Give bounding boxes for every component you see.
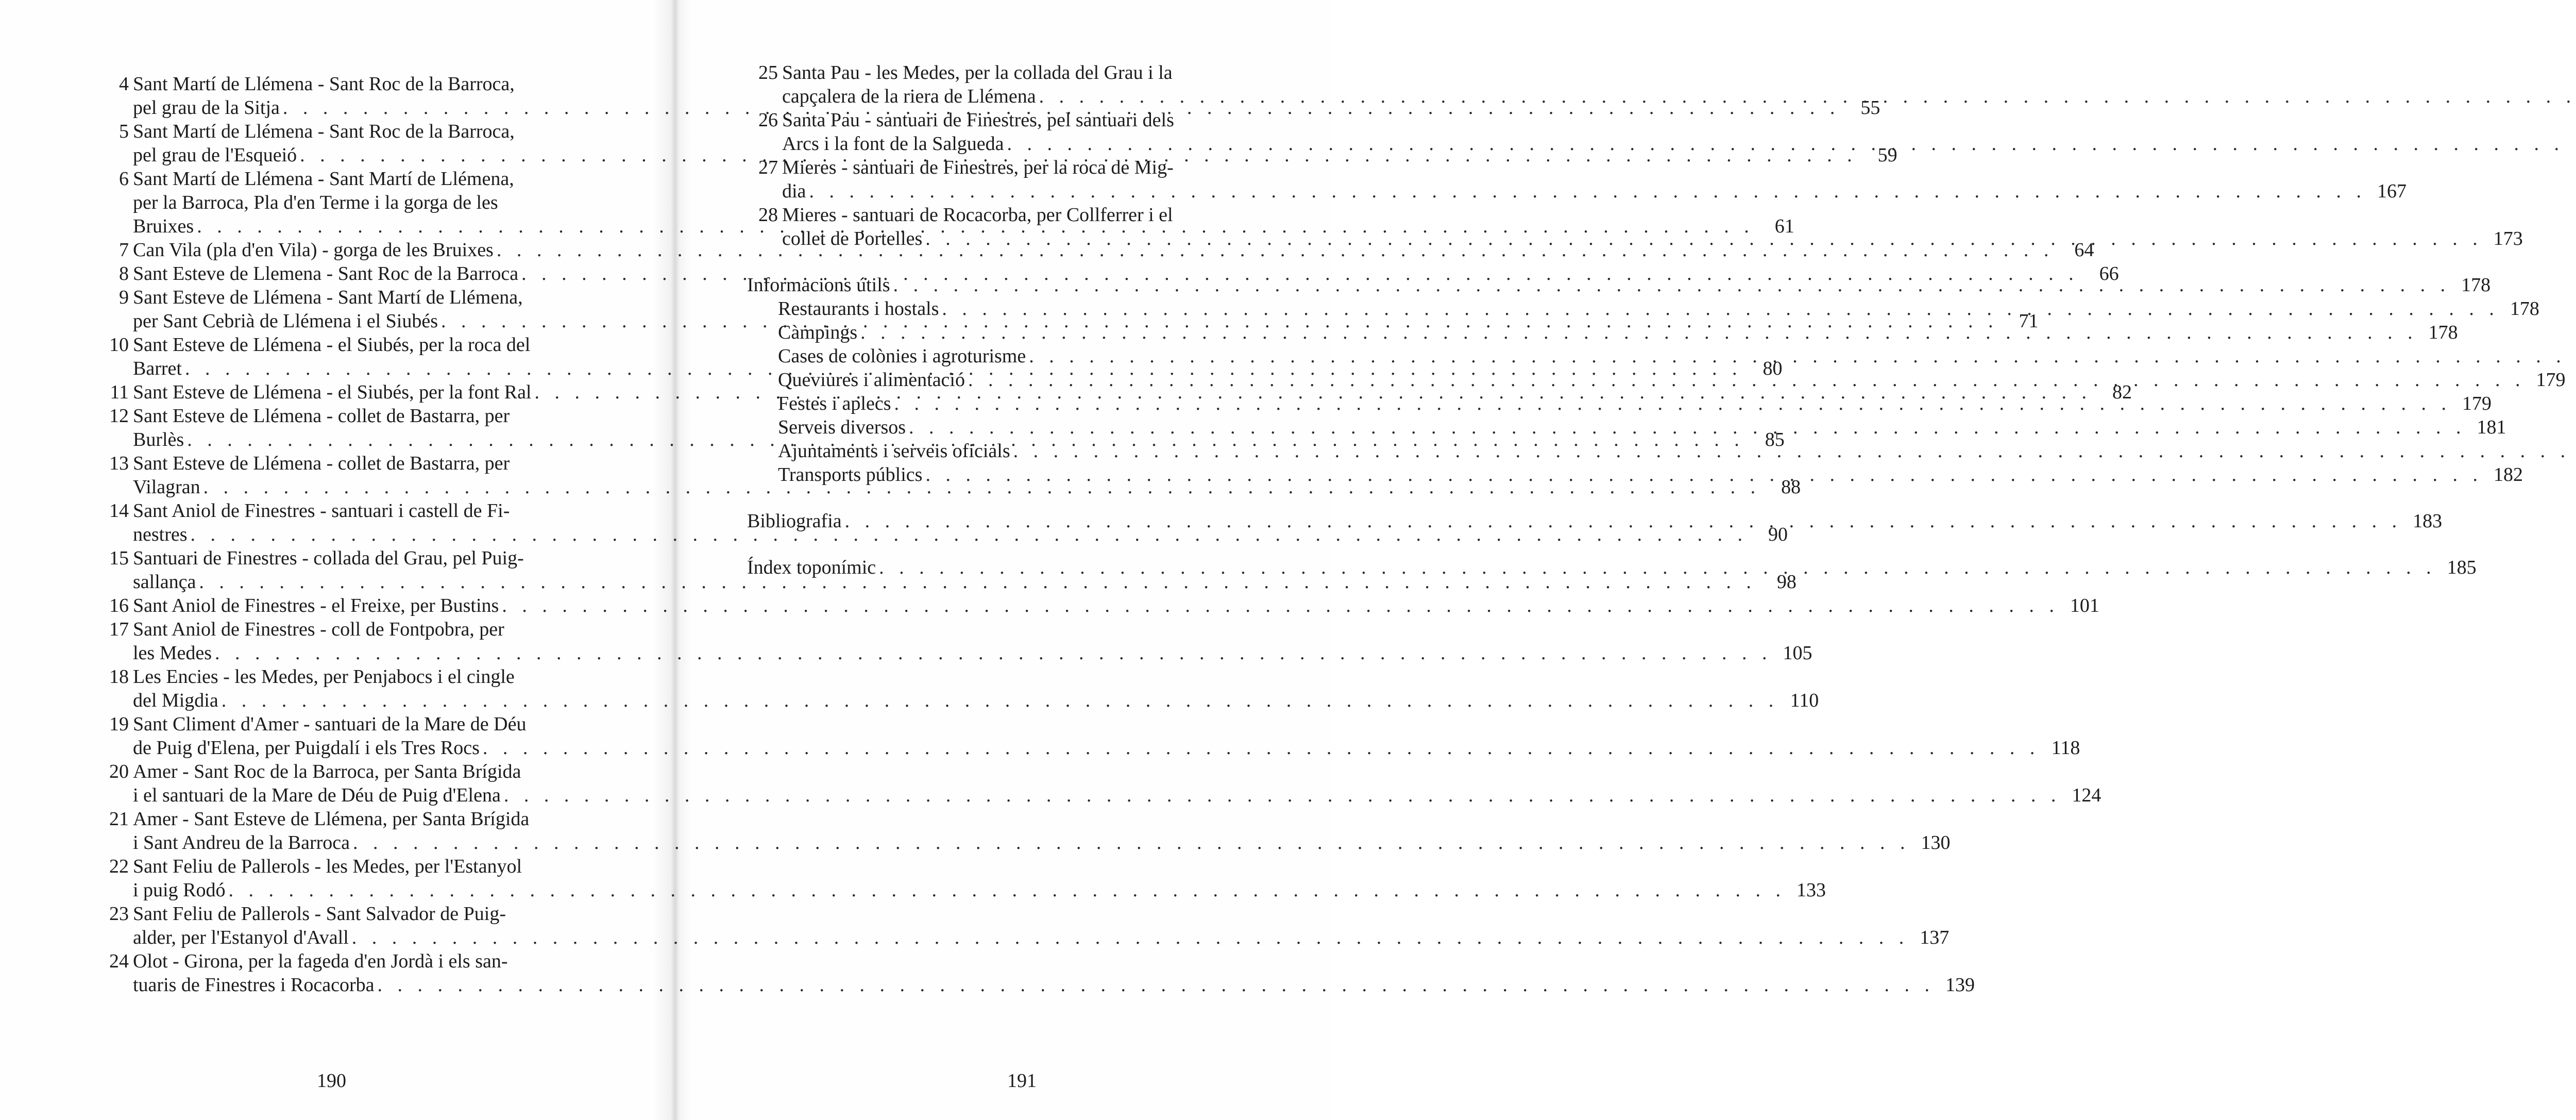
route-title-text: Sant Esteve de Llémena - collet de Bastarra, per	[133, 453, 510, 474]
toc-entry[interactable]	[747, 156, 2406, 203]
page-ref: 82	[2112, 381, 2132, 403]
route-number: 20	[109, 761, 129, 782]
route-title-line	[782, 108, 2576, 132]
subentry-label: Restaurants i hostals	[778, 298, 939, 320]
dot-leader	[502, 594, 2059, 617]
route-title-line	[133, 617, 1812, 641]
page-ref: 178	[2510, 298, 2539, 320]
route-title-text: nestres	[133, 524, 188, 545]
route-title-text: de Puig d'Elena, per Puigdalí i els Tres Rocs	[133, 737, 480, 759]
route-number: 23	[109, 903, 129, 925]
toc-subentry[interactable]	[778, 415, 2506, 439]
page-ref: 133	[1796, 879, 1826, 901]
route-title-line	[133, 807, 1951, 831]
route-title-line	[133, 878, 1826, 902]
route-number: 24	[109, 950, 129, 972]
route-title-text: Sant Martí de Llémena - Sant Roc de la Barroca,	[133, 121, 515, 142]
route-title	[133, 760, 2101, 807]
route-title-text: Amer - Sant Roc de la Barroca, per Santa Brígida	[133, 761, 521, 782]
dot-leader	[894, 392, 2452, 415]
route-title-text: les Medes	[133, 642, 212, 664]
route-title-text: del Migdia	[133, 690, 218, 711]
route-title-text: Sant Esteve de Llemena - Sant Roc de la Barroca	[133, 263, 519, 285]
route-title-line	[133, 949, 1975, 973]
dot-leader	[1039, 85, 2576, 108]
page-ref: 179	[2536, 369, 2566, 391]
route-title-text: Santuari de Finestres - collada del Grau, pel Puig-	[133, 547, 524, 569]
dot-leader	[483, 736, 2040, 760]
route-title-text: Burlès	[133, 429, 184, 450]
route-title	[133, 665, 1819, 712]
route-title-text: per Sant Cebrià de Llémena i el Siubés	[133, 310, 438, 332]
route-number: 15	[109, 547, 129, 569]
dot-leader	[845, 509, 2402, 533]
page-ref: 85	[1765, 429, 1785, 450]
index-title: Índex toponímic	[747, 557, 876, 578]
route-title-text: Santa Pau - santuari de Finestres, pel santuari dels	[782, 109, 1174, 131]
page-ref: 182	[2493, 464, 2523, 486]
route-title-text: Sant Feliu de Pallerols - les Medes, per l'Estanyol	[133, 856, 522, 877]
route-number: 16	[109, 595, 129, 616]
route-title	[133, 807, 1951, 855]
dot-leader	[925, 463, 2483, 487]
route-title-line	[782, 61, 2576, 85]
page-ref: 64	[2074, 239, 2094, 261]
page-ref: 105	[1783, 642, 1812, 664]
bibliografia-section	[747, 509, 2443, 533]
route-title-line	[133, 641, 1812, 665]
route-number: 13	[109, 453, 129, 474]
route-number: 26	[758, 109, 778, 131]
route-title-line	[133, 926, 1949, 949]
dot-leader	[1029, 344, 2576, 368]
route-title-text: collet de Portelles	[782, 228, 923, 249]
route-title-text: per la Barroca, Pla d'en Terme i la gorga de les	[133, 192, 498, 213]
route-number: 18	[109, 666, 129, 688]
route-title-text: Sant Esteve de Llémena - collet de Bastarra, per	[133, 405, 510, 427]
route-title	[782, 108, 2576, 156]
route-title-text: pel grau de la Sitja	[133, 97, 280, 119]
subentry-label: Queviures i alimentació	[778, 369, 965, 391]
route-title-text: Can Vila (pla d'en Vila) - gorga de les Bruixes	[133, 239, 494, 261]
page-ref: 59	[1877, 144, 1897, 166]
index-page: 185	[2447, 557, 2477, 578]
page-number-left: 190	[317, 1070, 346, 1092]
toc-entry[interactable]	[98, 760, 2102, 807]
route-title-line	[133, 831, 1951, 855]
route-title-text: Sant Martí de Llémena - Sant Martí de Llémena,	[133, 168, 514, 190]
route-number: 14	[109, 500, 129, 522]
route-number: 27	[758, 157, 778, 178]
dot-leader	[1013, 439, 2571, 463]
route-title-text: sallança	[133, 571, 196, 593]
route-title	[133, 902, 1949, 949]
page-number-right: 191	[1007, 1070, 1037, 1092]
page-ref: 173	[2493, 228, 2523, 249]
route-number: 25	[758, 62, 778, 83]
route-title	[133, 949, 1975, 997]
route-title-line	[133, 594, 2099, 617]
page-ref	[2567, 132, 2576, 156]
route-number: 9	[119, 287, 129, 308]
page-ref: 71	[2019, 310, 2039, 332]
route-title	[782, 156, 2406, 203]
route-title-line	[133, 783, 2101, 807]
page-ref: 118	[2051, 737, 2080, 759]
route-title-line	[782, 156, 2406, 179]
page-ref: 178	[2428, 322, 2458, 343]
dot-leader	[1007, 132, 2565, 156]
page-ref: 179	[2462, 393, 2492, 414]
toc-subentry[interactable]	[778, 344, 1280, 368]
route-title-line	[133, 712, 2080, 736]
route-number: 11	[110, 381, 129, 403]
subentry-label: Festes i aplecs	[778, 393, 891, 414]
subentry-label: Càmpings	[778, 322, 858, 343]
route-title-line	[782, 132, 2576, 156]
informacions-page: 178	[2461, 274, 2491, 296]
route-number: 6	[119, 168, 129, 190]
dot-leader	[893, 273, 2451, 297]
dot-leader	[353, 831, 1910, 855]
page-ref: 90	[1768, 524, 1788, 545]
toc-subentry[interactable]	[778, 439, 1280, 463]
toc-entry[interactable]	[98, 807, 1951, 855]
route-title-text: Santa Pau - les Medes, per la collada del Grau i la	[782, 62, 1173, 83]
dot-leader	[968, 368, 2526, 392]
page-ref: 55	[1860, 97, 1880, 119]
dot-leader	[925, 227, 2483, 250]
route-title-line	[782, 227, 2523, 250]
dot-leader	[215, 641, 1772, 665]
route-title-text: dia	[782, 180, 806, 202]
dot-leader	[909, 415, 2466, 439]
page-ref: 130	[1921, 832, 1951, 854]
page-ref: 137	[1920, 927, 1950, 948]
route-title-text: i Sant Andreu de la Barroca	[133, 832, 350, 854]
route-title-text: Barret	[133, 358, 182, 379]
route-title-line	[133, 973, 1975, 997]
route-title-line	[133, 736, 2080, 760]
route-title-line	[133, 689, 1819, 712]
route-title-text: Amer - Sant Esteve de Llémena, per Santa Brígida	[133, 808, 530, 830]
route-title-text: Les Encies - les Medes, per Penjabocs i el cingle	[133, 666, 515, 688]
route-title-line	[782, 85, 2576, 108]
dot-leader	[879, 556, 2436, 579]
toc-entry-bibliografia[interactable]	[747, 509, 2443, 533]
subentry-label: Serveis diversos	[778, 416, 906, 438]
route-title-text: Arcs i la font de la Salgueda	[782, 133, 1004, 155]
subentry-label: Ajuntaments i serveis oficials	[778, 440, 1010, 462]
page-ref: 124	[2072, 784, 2102, 806]
route-title-text: Bruixes	[133, 215, 194, 237]
toc-entry[interactable]	[98, 712, 2080, 760]
page-ref: 66	[2099, 263, 2119, 285]
route-title-text: Sant Aniol de Finestres - coll de Fontpobra, per	[133, 618, 504, 640]
page-ref	[2573, 439, 2576, 463]
route-title-text: tuaris de Finestres i Rocacorba	[133, 974, 375, 996]
subentry-label: Cases de colònies i agroturisme	[778, 345, 1026, 367]
route-title-line	[133, 665, 1819, 689]
toc-entry[interactable]	[747, 61, 1280, 108]
toc-entry[interactable]	[98, 855, 1826, 902]
route-number: 7	[119, 239, 129, 261]
route-number: 21	[109, 808, 129, 830]
dot-leader	[378, 973, 1935, 997]
dot-leader	[352, 926, 1909, 949]
route-title-text: Sant Aniol de Finestres - el Freixe, per Bustins	[133, 595, 499, 616]
route-number: 19	[109, 713, 129, 735]
route-title-text: Sant Feliu de Pallerols - Sant Salvador de Puig-	[133, 903, 506, 925]
toc-entry[interactable]	[98, 902, 1950, 949]
route-title-text: alder, per l'Estanyol d'Avall	[133, 927, 349, 948]
route-title-text: i puig Rodó	[133, 879, 226, 901]
route-title-text: Mieres - santuari de Finestres, per la roca de Mig-	[782, 157, 1174, 178]
route-number: 28	[758, 204, 778, 226]
page-ref: 80	[1762, 358, 1783, 379]
bibliografia-title: Bibliografia	[747, 510, 842, 532]
route-title-line	[133, 760, 2101, 783]
route-title-text: Mieres - santuari de Rocacorba, per Collferrer i el	[782, 204, 1173, 226]
route-title-line	[133, 855, 1826, 878]
route-title-text: Olot - Girona, per la fageda d'en Jordà i els san-	[133, 950, 508, 972]
route-number: 12	[109, 405, 129, 427]
page-ref: 101	[2070, 595, 2099, 616]
dot-leader	[504, 783, 2061, 807]
dot-leader	[809, 179, 2366, 203]
toc-entry[interactable]	[98, 594, 2099, 617]
route-number: 4	[119, 73, 129, 95]
toc-entry[interactable]	[747, 108, 1280, 156]
route-title-text: Sant Esteve de Llémena - el Siubés, per la roca del	[133, 334, 531, 356]
route-title	[782, 61, 2576, 108]
dot-leader	[222, 689, 1779, 712]
route-title-text: Vilagran	[133, 476, 200, 498]
route-title	[133, 712, 2080, 760]
toc-entry[interactable]	[98, 617, 1812, 665]
route-title	[133, 617, 1812, 665]
toc-entry-index[interactable]	[747, 556, 2477, 579]
informacions-title: Informacions útils	[747, 274, 890, 296]
route-number: 22	[109, 856, 129, 877]
page-ref: 181	[2477, 416, 2506, 438]
route-number: 8	[119, 263, 129, 285]
bibliografia-page: 183	[2413, 510, 2443, 532]
route-title-text: Sant Martí de Llémena - Sant Roc de la Barroca,	[133, 73, 515, 95]
route-title-text: Sant Climent d'Amer - santuari de la Mare de Déu	[133, 713, 527, 735]
page-ref: 61	[1774, 215, 1794, 237]
page-ref: 139	[1945, 974, 1975, 996]
route-number: 17	[109, 618, 129, 640]
route-number: 5	[119, 121, 129, 142]
dot-leader	[860, 321, 2418, 344]
route-number: 10	[109, 334, 129, 356]
route-title-text: Sant Esteve de Llémena - Sant Martí de Llémena,	[133, 287, 523, 308]
route-title-line	[782, 203, 2523, 227]
toc-entry[interactable]	[98, 949, 1975, 997]
subentry-label: Transports públics	[778, 464, 923, 486]
route-title-line	[133, 902, 1949, 926]
page-ref: 98	[1776, 571, 1797, 593]
route-title-text: capçalera de la riera de Llémena	[782, 86, 1036, 107]
route-title	[133, 855, 1826, 902]
route-title	[782, 203, 2523, 250]
index-section	[747, 556, 2477, 579]
route-title-line	[782, 179, 2406, 203]
route-title	[133, 594, 2099, 617]
page-ref: 110	[1790, 690, 1819, 711]
route-title-text: Sant Aniol de Finestres - santuari i castell de Fi-	[133, 500, 510, 522]
page-ref: 167	[2377, 180, 2406, 202]
route-title-text: i el santuari de la Mare de Déu de Puig d'Elena	[133, 784, 501, 806]
toc-entry[interactable]	[98, 665, 1819, 712]
route-title-text: pel grau de l'Esqueió	[133, 144, 297, 166]
route-title-text: Sant Esteve de Llémena - el Siubés, per la font Ral	[133, 381, 532, 403]
dot-leader	[942, 297, 2499, 321]
dot-leader	[228, 878, 1786, 902]
page-ref: 88	[1781, 476, 1801, 498]
